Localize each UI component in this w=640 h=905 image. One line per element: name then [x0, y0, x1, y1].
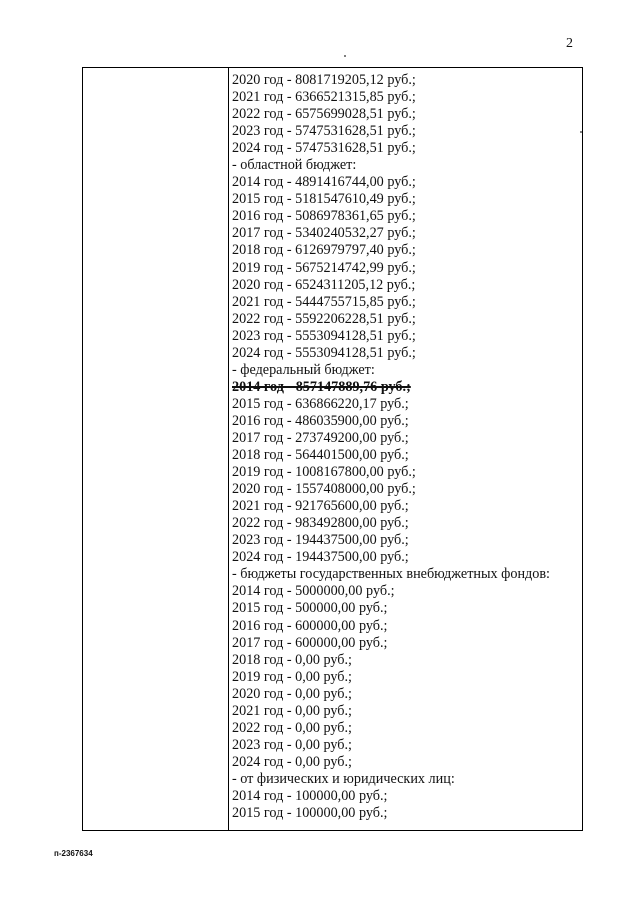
funding-line: 2023 год - 0,00 руб.; [232, 736, 353, 753]
funding-line: 2014 год - 100000,00 руб.; [232, 787, 388, 804]
funding-line: 2021 год - 6366521315,85 руб.; [232, 89, 416, 106]
funding-line: 2021 год - 0,00 руб.; [232, 702, 353, 719]
funding-line: 2022 год - 5592206228,51 руб.; [232, 310, 416, 327]
scan-speck [344, 55, 346, 57]
funding-line: 2021 год - 921765600,00 руб.; [232, 498, 409, 515]
funding-line: 2015 год - 100000,00 руб.; [232, 805, 388, 822]
funding-line: 2024 год - 5747531628,51 руб.; [232, 140, 416, 157]
funding-line: 2022 год - 0,00 руб.; [232, 719, 353, 736]
funding-line: 2017 год - 5340240532,27 руб.; [232, 225, 416, 242]
funding-line: 2017 год - 273749200,00 руб.; [232, 429, 409, 446]
funding-line: 2015 год - 500000,00 руб.; [232, 600, 388, 617]
table-label-cell [83, 68, 228, 830]
funding-line: 2014 год - 4891416744,00 руб.; [232, 174, 416, 191]
funding-line: 2014 год - 857147889,76 руб.; [232, 378, 411, 395]
funding-line: 2016 год - 486035900,00 руб.; [232, 412, 409, 429]
funding-line: 2021 год - 5444755715,85 руб.; [232, 293, 416, 310]
funding-line: 2017 год - 600000,00 руб.; [232, 634, 388, 651]
funding-line: 2015 год - 636866220,17 руб.; [232, 395, 409, 412]
funding-line: 2020 год - 0,00 руб.; [232, 685, 353, 702]
page-number: 2 [566, 36, 573, 51]
funding-line: 2018 год - 6126979797,40 руб.; [232, 242, 416, 259]
funding-line: 2023 год - 5553094128,51 руб.; [232, 327, 416, 344]
document-code: п-2367634 [54, 849, 93, 858]
funding-line: 2015 год - 5181547610,49 руб.; [232, 191, 416, 208]
funding-line: 2020 год - 1557408000,00 руб.; [232, 481, 416, 498]
funding-line: 2019 год - 0,00 руб.; [232, 668, 353, 685]
funding-line: 2014 год - 5000000,00 руб.; [232, 583, 395, 600]
funding-line: 2022 год - 6575699028,51 руб.; [232, 106, 416, 123]
funding-line: 2024 год - 5553094128,51 руб.; [232, 344, 416, 361]
funding-line: 2019 год - 5675214742,99 руб.; [232, 259, 416, 276]
funding-line: 2020 год - 8081719205,12 руб.; [232, 72, 416, 88]
funding-line: 2022 год - 983492800,00 руб.; [232, 515, 409, 532]
funding-table [82, 67, 583, 831]
table-column-divider [228, 68, 229, 830]
funding-line: 2024 год - 194437500,00 руб.; [232, 549, 409, 566]
funding-details-cell [232, 72, 580, 822]
funding-line: 2023 год - 194437500,00 руб.; [232, 532, 409, 549]
funding-line: 2019 год - 1008167800,00 руб.; [232, 464, 416, 481]
funding-line: 2016 год - 5086978361,65 руб.; [232, 208, 416, 225]
funding-line: 2018 год - 0,00 руб.; [232, 651, 353, 668]
funding-line: 2020 год - 6524311205,12 руб.; [232, 276, 416, 293]
funding-line: 2023 год - 5747531628,51 руб.; [232, 123, 416, 140]
funding-line: 2018 год - 564401500,00 руб.; [232, 447, 409, 464]
section-heading: - от физических и юридических лиц: [232, 770, 455, 787]
section-heading: - федеральный бюджет: [232, 361, 375, 378]
funding-line: 2016 год - 600000,00 руб.; [232, 617, 388, 634]
section-heading: - бюджеты государственных внебюджетных фондов: [232, 566, 550, 583]
section-heading: - областной бюджет: [232, 157, 357, 174]
funding-line: 2024 год - 0,00 руб.; [232, 753, 353, 770]
